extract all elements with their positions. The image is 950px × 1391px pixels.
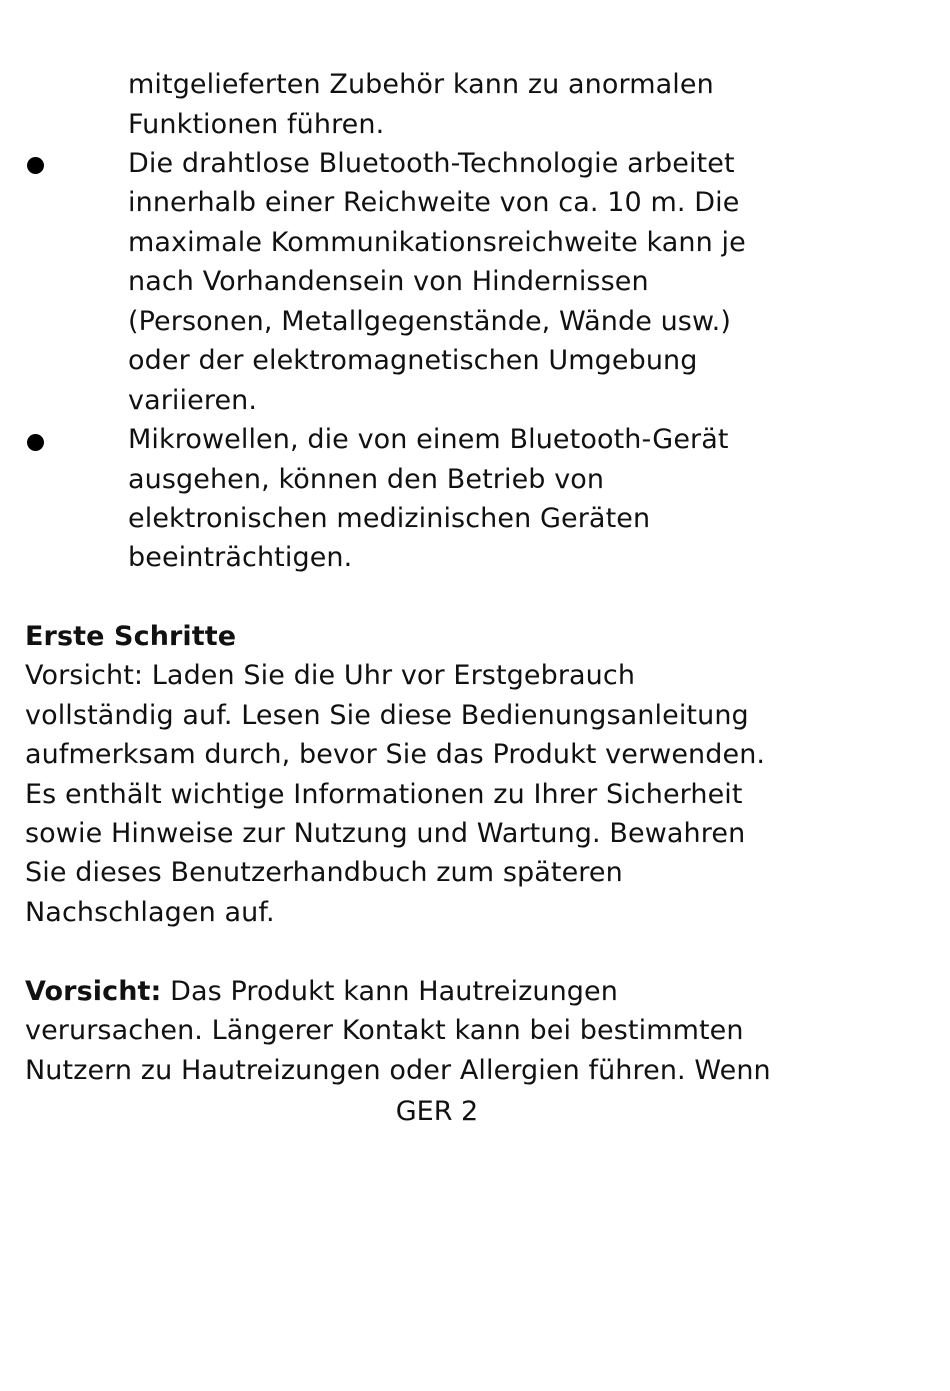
- bullet-line: Mikrowellen, die von einem Bluetooth-Gerät: [128, 424, 729, 455]
- paragraph-line: vollständig auf. Lesen Sie diese Bedienungsanleitung: [25, 700, 749, 731]
- caution-first-line: [25, 972, 618, 1012]
- caution-line: verursachen. Längerer Kontakt kann bei bestimmten: [25, 1015, 744, 1046]
- caution-label: Vorsicht:: [25, 976, 162, 1007]
- paragraph-line: Vorsicht: Laden Sie die Uhr vor Erstgebrauch: [25, 660, 636, 691]
- bullet-marker: [27, 434, 44, 451]
- paragraph-line: sowie Hinweise zur Nutzung und Wartung. Bewahren: [25, 818, 746, 849]
- continuation-line: Funktionen führen.: [128, 109, 385, 140]
- bullet-line: variieren.: [128, 385, 258, 416]
- bullet-line: nach Vorhandensein von Hindernissen: [128, 266, 649, 297]
- bullet-line: elektronischen medizinischen Geräten: [128, 503, 651, 534]
- bullet-line: ausgehen, können den Betrieb von: [128, 464, 605, 495]
- bullet-line: maximale Kommunikationsreichweite kann je: [128, 227, 746, 258]
- paragraph-line: Nachschlagen auf.: [25, 897, 275, 928]
- page-number: GER 2: [395, 1096, 479, 1127]
- paragraph-line: aufmerksam durch, bevor Sie das Produkt verwenden.: [25, 739, 766, 770]
- section-heading: Erste Schritte: [25, 621, 237, 652]
- bullet-line: (Personen, Metallgegenstände, Wände usw.): [128, 306, 731, 337]
- continuation-line: mitgelieferten Zubehör kann zu anormalen: [128, 69, 714, 100]
- bullet-line: beeinträchtigen.: [128, 542, 353, 573]
- bullet-line: innerhalb einer Reichweite von ca. 10 m. Die: [128, 187, 740, 218]
- caution-first-line-text: Das Produkt kann Hautreizungen: [161, 976, 618, 1007]
- paragraph-line: Sie dieses Benutzerhandbuch zum späteren: [25, 857, 623, 888]
- paragraph-line: Es enthält wichtige Informationen zu Ihrer Sicherheit: [25, 779, 743, 810]
- bullet-line: Die drahtlose Bluetooth-Technologie arbeitet: [128, 148, 735, 179]
- bullet-line: oder der elektromagnetischen Umgebung: [128, 345, 698, 376]
- bullet-marker: [27, 157, 44, 174]
- caution-line: Nutzern zu Hautreizungen oder Allergien führen. Wenn: [25, 1055, 771, 1086]
